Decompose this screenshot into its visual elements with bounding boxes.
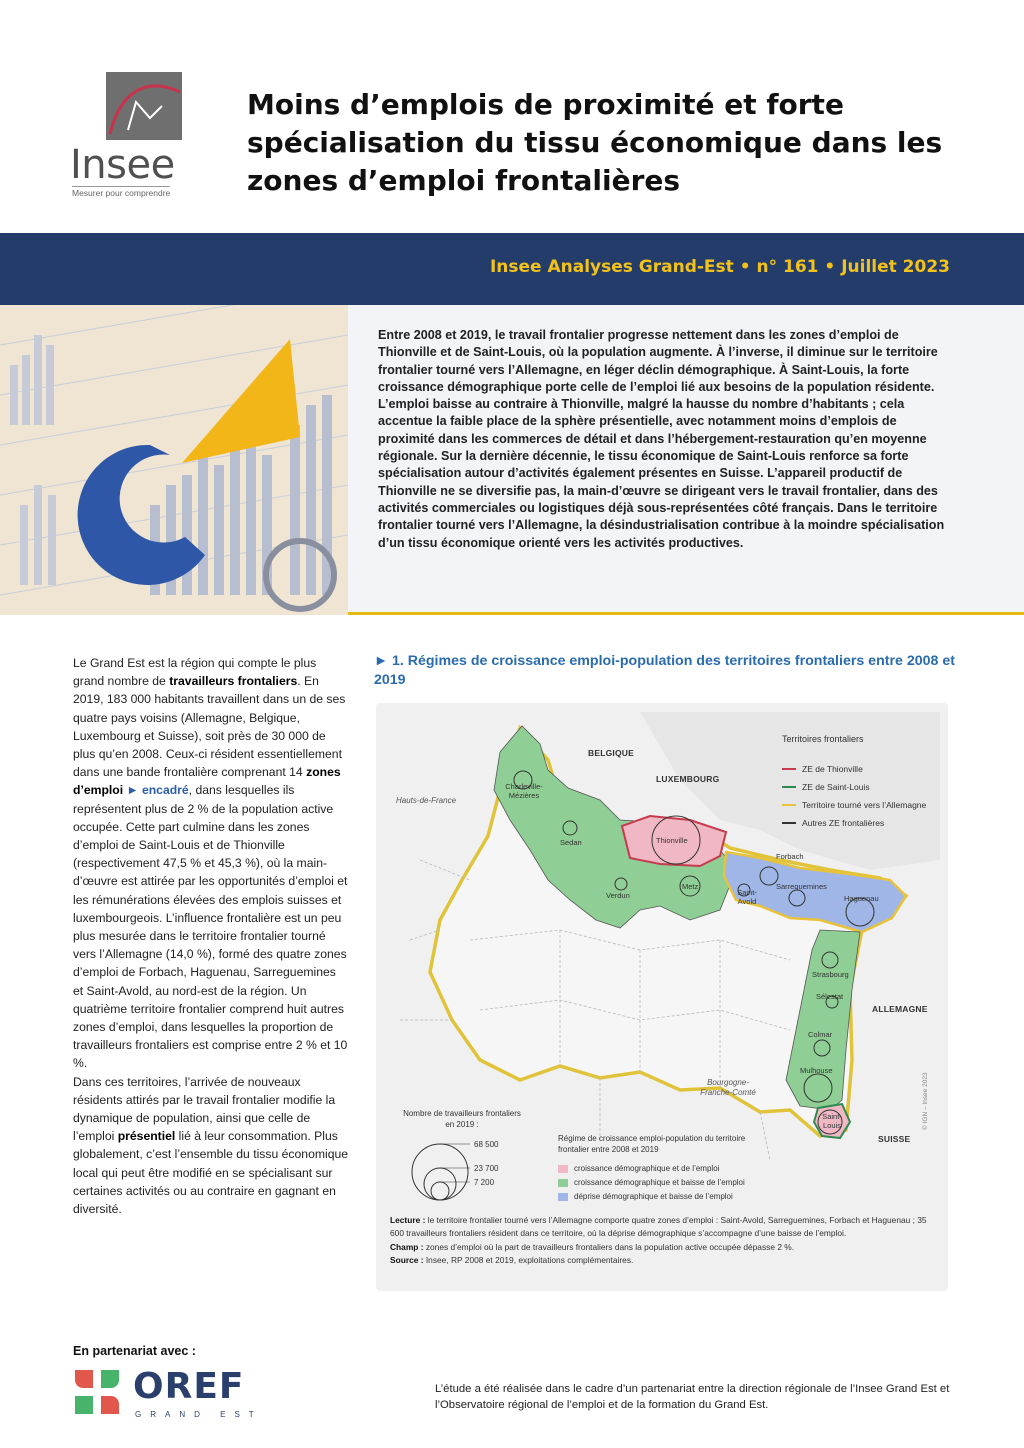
figure-title: ► 1. Régimes de croissance emploi-population des territoires frontaliers entre 2008 et 2019 — [374, 653, 955, 688]
term-zones-emploi[interactable]: zones d’emploi — [73, 765, 341, 798]
regime-row-2: croissance démographique et baisse de l’emploi — [558, 1178, 745, 1187]
city-sarreguemines: Sarreguemines — [776, 882, 827, 891]
insee-wordmark: Insee — [70, 142, 175, 188]
size-legend-title: Nombre de travailleurs frontaliers en 2019 : — [403, 1109, 521, 1129]
city-haguenau: Haguenau — [844, 894, 879, 903]
size-value-small: 7 200 — [474, 1178, 495, 1187]
legend-autres: Autres ZE frontalières — [782, 818, 884, 828]
page-title: Moins d’emplois de proximité et forte spécialisation du tissu économique dans les zones d’emploi frontalières — [247, 88, 943, 197]
regime-row-1: croissance démographique et de l’emploi — [558, 1164, 719, 1173]
source-note: Source : Insee, RP 2008 et 2019, exploitations complémentaires. — [390, 1255, 634, 1266]
paragraph-1: Le Grand Est est la région qui compte le plus grand nombre de travailleurs frontaliers. En 2019, 183 000 habitants travaillent dans un de ses quatre pays voisins (Allemagne, Belgique, Luxembourg et Suisse), soit près de 30 000 de plus qu’en 2008. Ceux-ci résident essentiellement dans une bande frontalière comprenant 14 zones d’emploi ► encadré, dans lesquelles ils représentent plus de 2 % de la population active occupée. Cette part culmine dans les zones d’emploi de Saint-Louis et de Thionville (respectivement 47,5 % et 45,3 %), où la main-d’œuvre est attirée par les opportunités d’emploi et les rémunérations élevées des emplois suisses et luxembourgeois. L’influence frontalière est un peu plus mesurée dans le territoire frontalier tourné vers l’Allemagne (14,0 %), formé des quatre zones d’emploi de Forbach, Haguenau, Sarreguemines et Saint-Avold, au nord-est de la région. Un quatrième territoire frontalier comprend huit autres zones d’emploi, dans lesquelles la proportion de travailleurs frontaliers est comprise entre 2 % et 10 %. — [73, 656, 348, 1071]
term-travailleurs-frontaliers[interactable]: travailleurs frontaliers — [169, 674, 298, 689]
city-forbach: Forbach — [776, 852, 804, 861]
size-value-medium: 23 700 — [474, 1164, 499, 1173]
legend-line-saint-louis — [782, 786, 796, 788]
city-metz: Metz — [682, 882, 699, 891]
legend-saint-louis: ZE de Saint-Louis — [782, 782, 870, 792]
label-luxembourg: LUXEMBOURG — [656, 774, 720, 784]
city-strasbourg: Strasbourg — [812, 970, 849, 979]
map-credit: © IGN – Insee 2023 — [922, 1072, 929, 1130]
city-sedan: Sedan — [560, 838, 582, 847]
city-mulhouse: Mulhouse — [800, 1066, 833, 1075]
city-charleville: Charleville-Mézières — [505, 782, 543, 800]
regime-row-3: déprise démographique et baisse de l’emploi — [558, 1192, 733, 1201]
oref-subtitle: GRAND EST — [135, 1410, 263, 1419]
legend-title: Territoires frontaliers — [782, 734, 864, 744]
label-suisse: SUISSE — [878, 1134, 911, 1144]
city-verdun: Verdun — [606, 891, 630, 900]
legend-line-autres — [782, 822, 796, 824]
oref-logo — [73, 1368, 273, 1420]
figure-notes — [390, 1214, 930, 1268]
regime-swatch-2 — [558, 1179, 568, 1187]
regime-swatch-3 — [558, 1193, 568, 1201]
partnership-note: L’étude a été réalisée dans le cadre d’un partenariat entre la direction régionale de l’Insee Grand Est et l’Observatoire régional de l’emploi et de la formation du Grand Est. — [435, 1383, 950, 1411]
size-circle-medium — [424, 1168, 456, 1200]
city-selestat: Sélestat — [816, 992, 844, 1001]
label-hauts-de-france: Hauts-de-France — [396, 796, 457, 805]
oref-logo-mark — [73, 1368, 123, 1418]
term-presentiel[interactable]: présentiel — [117, 1129, 176, 1144]
legend-line-allemagne — [782, 804, 796, 806]
size-circle-large — [412, 1144, 468, 1200]
city-colmar: Colmar — [808, 1030, 833, 1039]
label-belgique: BELGIQUE — [588, 748, 634, 758]
legend-line-thionville — [782, 768, 796, 770]
city-saint-avold: Saint-Avold — [737, 888, 757, 906]
insee-tagline: Mesurer pour comprendre — [72, 188, 171, 198]
regime-swatch-1 — [558, 1165, 568, 1173]
paragraph-2: Dans ces territoires, l’arrivée de nouveaux résidents attirés par le travail frontalier modifie la dynamique de population, ainsi que celle de l’emploi présentiel lié à leur consommation. Plus globalement, c’est l’ensemble du tissu économique local qui peut être modifié en se spécialisant sur certaines activités ou au contraire en gagnant en diversité. — [73, 1074, 349, 1217]
city-saint-louis: Saint-Louis — [822, 1112, 842, 1130]
regime-legend-title: Régime de croissance emploi-population du territoire frontalier entre 2008 et 2019 — [558, 1134, 746, 1154]
size-value-large: 68 500 — [474, 1140, 499, 1149]
size-circle-small — [431, 1182, 449, 1200]
champ-note: Champ : zones d’emploi où la part de travailleurs frontaliers dans la population active occupée dépasse 2 %. — [390, 1241, 795, 1252]
city-thionville: Thionville — [656, 836, 688, 845]
legend-thionville: ZE de Thionville — [782, 764, 863, 774]
label-allemagne: ALLEMAGNE — [872, 1004, 928, 1014]
encadre-link[interactable]: ► encadré — [126, 783, 189, 798]
legend-allemagne: Territoire tourné vers l’Allemagne — [782, 800, 926, 810]
lecture-note: Lecture : le territoire frontalier tourné vers l’Allemagne comporte quatre zones d’emploi : Saint-Avold, Sarreguemines, Forbach et Haguenau ; 35 600 travailleurs frontaliers résident dans ce territoire, où la déprise démographique s’accompagne d’une baisse de l’emploi. — [390, 1215, 927, 1239]
partner-label: En partenariat avec : — [73, 1344, 196, 1358]
label-bourgogne-franche-comte: Bourgogne-Franche-Comté — [700, 1078, 756, 1097]
abstract-text: Entre 2008 et 2019, le travail frontalier progresse nettement dans les zones d’emploi de Thionville et de Saint-Louis, où la population augmente. À l’inverse, il diminue sur le territoire frontalier tourné vers l’Allemagne, en léger déclin démographique. À Saint-Louis, la forte croissance démographique porte celle de l’emploi lié aux besoins de la population résidente. L’emploi baisse au contraire à Thionville, malgré la hausse du nombre d’habitants ; cela accentue la faible place de la sphère présentielle, avec notamment moins d’emplois de proximité dans les commerces de détail et dans l’hébergement-restauration qu’en moyenne régionale. Sur la dernière décennie, le tissu économique de Saint-Louis renforce sa forte spécialisation autour d’activités également présentes en Suisse. L’appareil productif de Thionville ne se diversifie pas, la main-d’œuvre se dirigeant vers le travail frontalier, dans des activités commerciales ou logistiques déjà sous-représentées côté français. Dans le territoire frontalier tourné vers l’Allemagne, la désindustrialisation contribue à la moindre spécialisation d’un tissu économique orienté vers les activités productives. — [378, 328, 945, 550]
publication-line: Insee Analyses Grand-Est • n° 161 • Juillet 2023 — [489, 257, 950, 277]
oref-wordmark: OREF — [133, 1366, 245, 1407]
